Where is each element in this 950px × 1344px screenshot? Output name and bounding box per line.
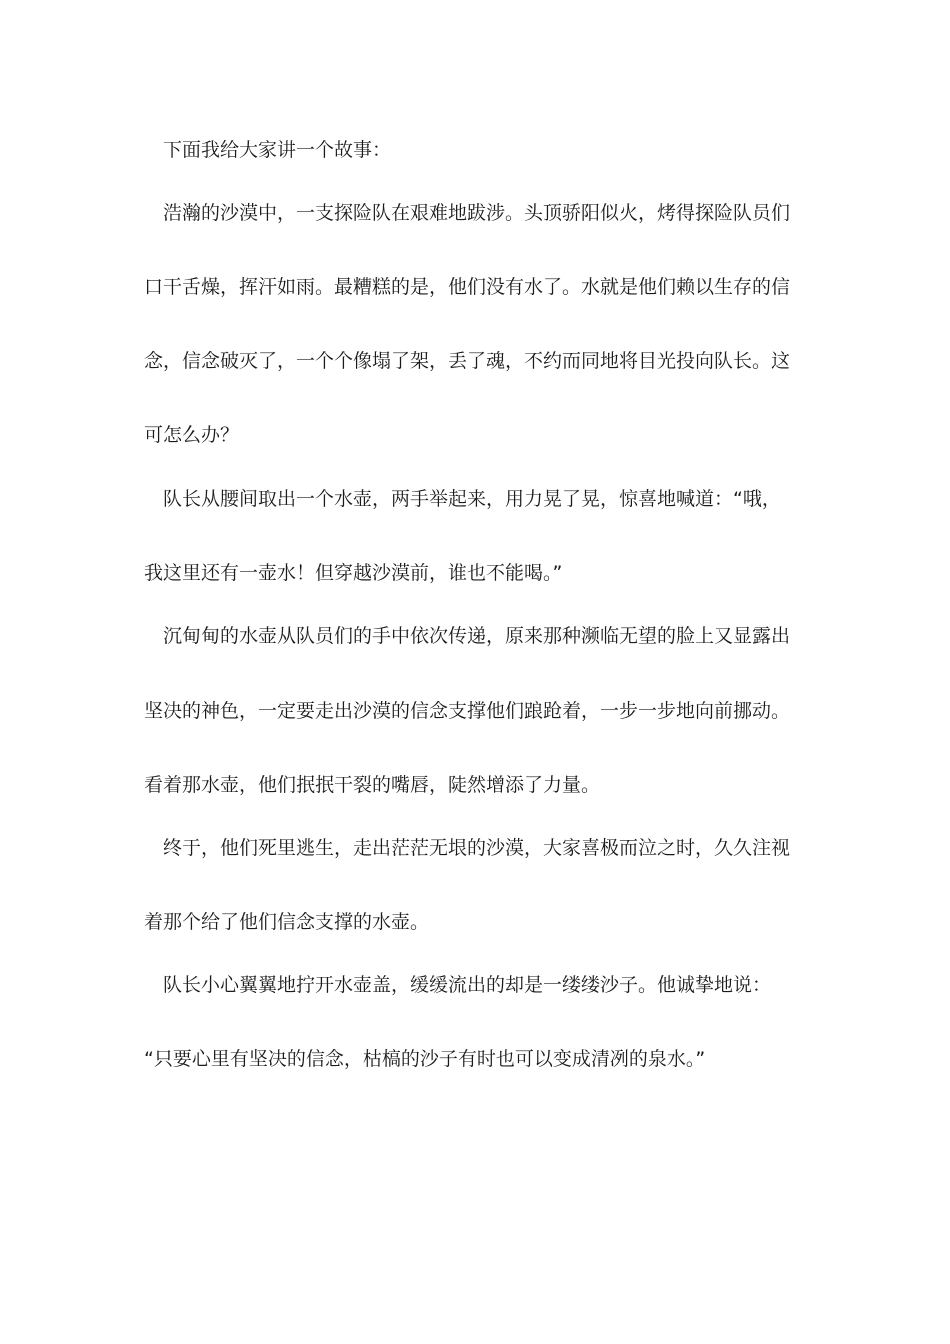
paragraph-escape-line-2: 着那个给了他们信念支撑的水壶。 — [144, 911, 430, 933]
paragraph-desert-line-2: 口干舌燥，挥汗如雨。最糟糕的是，他们没有水了。水就是他们赖以生存的信 — [144, 276, 791, 298]
paragraph-desert-line-1: 浩瀚的沙漠中，一支探险队在艰难地跋涉。头顶骄阳似火，烤得探险队员们 — [163, 202, 791, 224]
paragraph-sand-line-1: 队长小心翼翼地拧开水壶盖，缓缓流出的却是一缕缕沙子。他诚挚地说： — [163, 974, 772, 996]
paragraph-kettle-line-2: 坚决的神色，一定要走出沙漠的信念支撑他们踉跄着，一步一步地向前挪动。 — [144, 700, 791, 722]
paragraph-kettle-line-1: 沉甸甸的水壶从队员们的手中依次传递，原来那种濒临无望的脸上又显露出 — [163, 625, 791, 647]
paragraph-desert-line-4: 可怎么办？ — [144, 424, 240, 446]
paragraph-sand-line-2: “只要心里有坚决的信念，枯槁的沙子有时也可以变成清冽的泉水。” — [144, 1048, 706, 1070]
paragraph-desert-line-3: 念，信念破灭了，一个个像塌了架，丢了魂，不约而同地将目光投向队长。这 — [144, 350, 791, 372]
paragraph-intro: 下面我给大家讲一个故事： — [163, 139, 392, 161]
paragraph-captain-line-1: 队长从腰间取出一个水壶，两手举起来，用力晃了晃，惊喜地喊道：“哦， — [163, 488, 781, 510]
paragraph-kettle-line-3: 看着那水壶，他们抿抿干裂的嘴唇，陡然增添了力量。 — [144, 774, 601, 796]
paragraph-escape-line-1: 终于，他们死里逃生，走出茫茫无垠的沙漠，大家喜极而泣之时，久久注视 — [163, 837, 791, 859]
paragraph-captain-line-2: 我这里还有一壶水！但穿越沙漠前，谁也不能喝。” — [144, 562, 563, 584]
